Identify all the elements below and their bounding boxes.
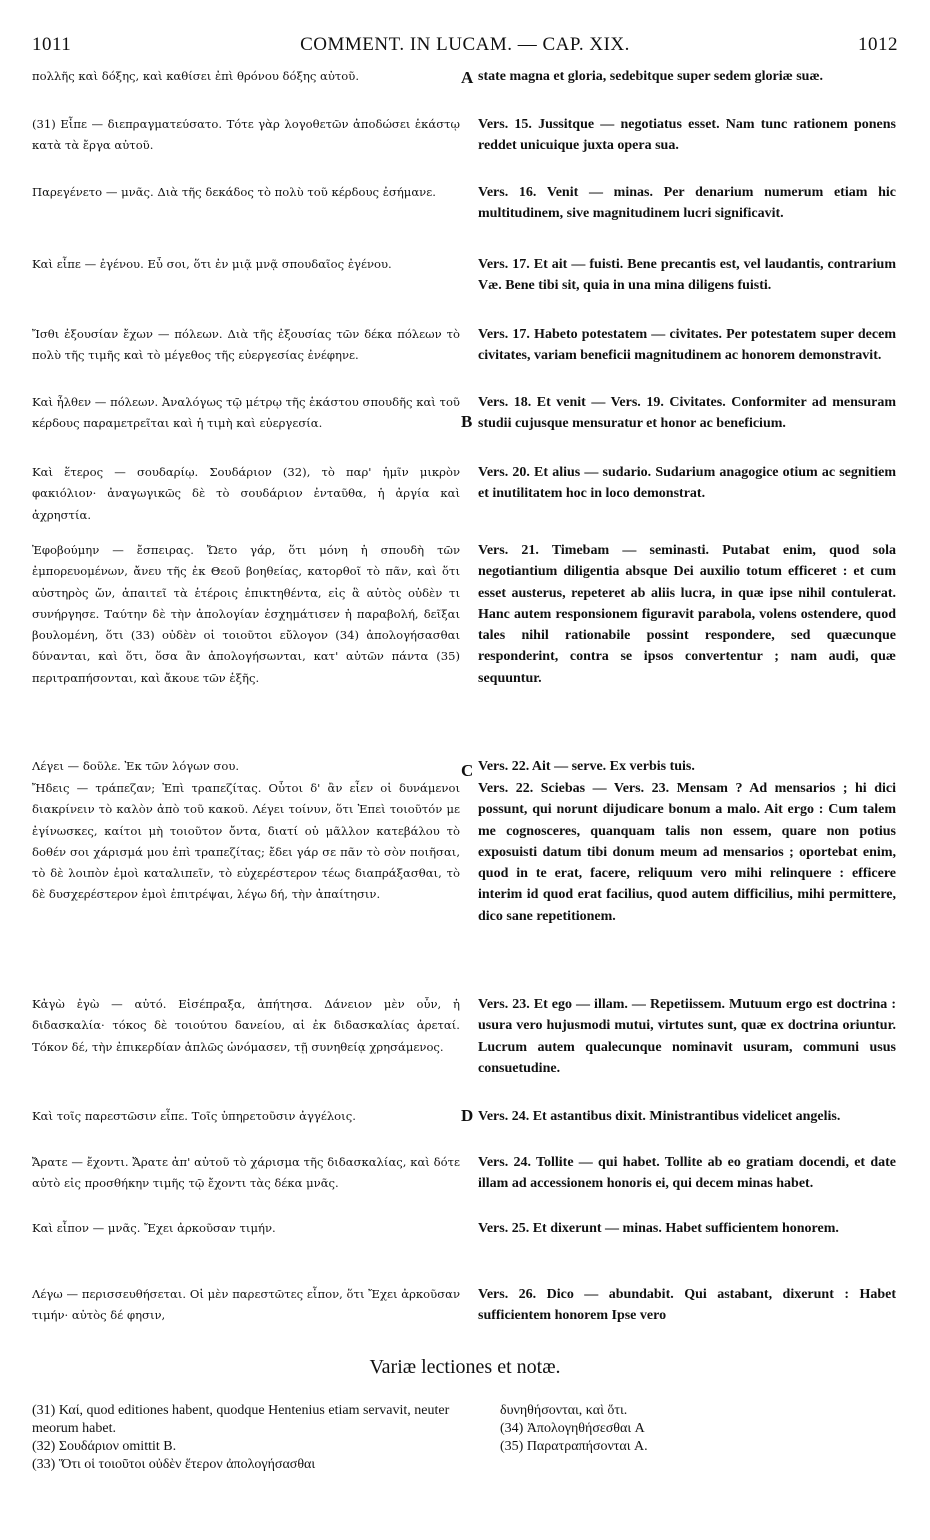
- running-title: COMMENT. IN LUCAM. — CAP. XIX.: [300, 34, 630, 55]
- latin-para: Vers. 20. Et alius — sudario. Sudarium anagogice otium ac segnitiem et inutilitatem hoc in loco demonstrat.: [478, 465, 896, 502]
- latin-para: Vers. 17. Et ait — fuisti. Bene precantis est, vel laudantis, contrarium Væ. Bene tibi sit, quia in una mina diligens fuisti.: [478, 257, 896, 294]
- greek-para: Καὶ εἶπε — ἐγένου. Εὖ σοι, ὅτι ἐν μιᾷ μνᾷ σπουδαῖος ἐγένου.: [32, 257, 392, 271]
- latin-para: Vers. 16. Venit — minas. Per denarium numerum etiam hic multitudinem, sive magnitudinem lucri significavit.: [478, 185, 896, 222]
- greek-para: Λέγω — περισσευθήσεται. Οἱ μὲν παρεστῶτες εἶπον, ὅτι Ἔχει ἀρκοῦσαν τιμήν· αὐτὸς δέ φησιν,: [32, 1287, 460, 1323]
- note-item: (31) Καί, quod editiones habent, quodque Hentenius etiam servavit, neuter meorum habet.: [32, 1403, 450, 1436]
- latin-para: Vers. 22. Sciebas — Vers. 23. Mensam ? Ad mensarios ; hi dici possunt, qui norunt dijudicare bonum a malo. Ait ergo : Cum talem me cognosceres, quanquam talis non essem, quare non potius exposuisti datum tibi donum meum ad mensarios ; oportebat enim, quod in te erat, facere, reliquum vero mihi relinquere : efficere interim id quod erat facilius, quod autem difficilius, mihi permittere, dico sane repetitionem.: [478, 781, 896, 924]
- note-item: (33) Ὅτι οἱ τοιοῦτοι οὐδὲν ἕτερον ἀπολογήσασθαι: [32, 1457, 316, 1472]
- note-item: (34) Ἀπολογηθήσεσθαι A: [500, 1421, 645, 1436]
- notes-left: [32, 1402, 460, 1474]
- note-item: (32) Σουδάριον omittit B.: [32, 1439, 177, 1454]
- margin-letter-c: C: [461, 761, 474, 780]
- page-number-left: 1011: [32, 34, 72, 55]
- margin-letter-a: A: [461, 68, 474, 87]
- latin-para: Vers. 17. Habeto potestatem — civitates. Per potestatem super decem civitates, variam beneficii magnitudinem ac honorem demonstravit.: [478, 327, 896, 364]
- latin-para: Vers. 26. Dico — abundabit. Qui astabant, dixerunt : Habet sufficientem honorem Ipse vero: [478, 1287, 896, 1324]
- greek-para: Ἴσθι ἐξουσίαν ἔχων — πόλεων. Διὰ τῆς ἐξουσίας τῶν δέκα πόλεων τὸ πολὺ τῆς τιμῆς καὶ τὸ μέγεθος τῆς εὐεργεσίας ἐνέφηνε.: [32, 327, 460, 363]
- greek-para: Κἀγὼ ἐγὼ — αὐτό. Εἰσέπραξα, ἀπήτησα. Δάνειον μὲν οὖν, ἡ διδασκαλία· τόκος δὲ τοιούτου δανείου, αἱ ἐκ διδασκαλίας ἀρεταί. Τόκον δέ, τὴν ἐπικερδίαν ἁπλῶς ὠνόμασεν, τῇ συνηθείᾳ χρησάμενος.: [32, 997, 460, 1054]
- greek-para: Ἄρατε — ἔχοντι. Ἄρατε ἀπ' αὐτοῦ τὸ χάρισμα τῆς διδασκαλίας, καὶ δότε αὐτὸ εἰς προσθήκην τιμῆς τῷ ἔχοντι τὰς δέκα μνᾶς.: [32, 1155, 460, 1191]
- latin-para: Vers. 18. Et venit — Vers. 19. Civitates. Conformiter ad mensuram studii cujusque mensuratur et honor ac beneficium.: [478, 395, 896, 432]
- greek-para: Καὶ τοῖς παρεστῶσιν εἶπε. Τοῖς ὑπηρετοῦσιν ἀγγέλοις.: [32, 1109, 356, 1123]
- latin-para: state magna et gloria, sedebitque super sedem gloriæ suæ.: [478, 69, 824, 84]
- greek-para: πολλῆς καὶ δόξης, καὶ καθίσει ἐπὶ θρόνου δόξης αὐτοῦ.: [32, 69, 360, 83]
- page-header: [32, 34, 898, 58]
- greek-para: Λέγει — δοῦλε. Ἐκ τῶν λόγων σου.: [32, 759, 240, 773]
- latin-para: Vers. 23. Et ego — illam. — Repetiissem. Mutuum ergo est doctrina : usura vero hujusmodi mutui, virtutes sunt, quæ ex doctrina oriuntur. Lucrum autem qualecunque nominavit usuram, communi usus consuetudine.: [478, 997, 896, 1076]
- margin-letter-d: D: [461, 1106, 474, 1125]
- latin-para: Vers. 24. Tollite — qui habet. Tollite ab eo gratiam docendi, et date illam ad accessionem honoris ei, qui decem minas habet.: [478, 1155, 896, 1192]
- latin-para: Vers. 21. Timebam — seminasti. Putabat enim, quod sola negotiantium diligentia absque Dei auxilio totum efficeret : et cum esset austerus, repeteret ab aliis lucra, in quæ ipse nihil contulerat. Hanc autem responsionem figuravit parabola, volens ostendere, quod tales nihil rationabile possint respondere, sed quæcunque responderint, contra se ipsos convertentur ; nam audi, quæ sequuntur.: [478, 543, 896, 686]
- greek-para: Ἤδεις — τράπεζαν; Ἐπὶ τραπεζίτας. Οὗτοι δ' ἂν εἶεν οἱ δυνάμενοι διακρίνειν τὸ καλὸν ἀπὸ τοῦ κακοῦ. Λέγει τοίνυν, ὅτι Ἐπεὶ τοιοῦτόν με ἐγίνωσκες, καίτοι μὴ τοιοῦτον ὄντα, διατί οὐ μᾶλλον κατεβάλου τὸ δοθέν σοι χάρισμά μου ἐπὶ τραπεζίτας; ἔδει γάρ σε πᾶν τὸ σὸν ποιῆσαι, τὸ δὲ λοιπὸν ἐμοὶ καταλιπεῖν, τὸ εὐχερέστερον τέως διαπράξασθαι, τὸ δὲ δυσχερέστερον ἐμοὶ ἐπιτρέψαι, λέγω δή, τὴν ἀπαίτησιν.: [32, 781, 460, 902]
- greek-para: Καὶ εἶπον — μνᾶς. Ἔχει ἀρκοῦσαν τιμήν.: [32, 1221, 276, 1235]
- latin-para: Vers. 15. Jussitque — negotiatus esset. Nam tunc rationem ponens reddet unicuique juxta opera sua.: [478, 117, 896, 154]
- latin-para: Vers. 22. Ait — serve. Ex verbis tuis.: [478, 759, 695, 774]
- greek-para: Παρεγένετο — μνᾶς. Διὰ τῆς δεκάδος τὸ πολὺ τοῦ κέρδους ἐσήμανε.: [32, 185, 436, 199]
- page-number-right: 1012: [858, 34, 898, 55]
- notes-right: [500, 1402, 900, 1456]
- note-item: δυνηθήσονται, καὶ ὅτι.: [500, 1403, 628, 1418]
- greek-para: (31) Εἶπε — διεπραγματεύσατο. Τότε γὰρ λογοθετῶν ἀποδώσει ἑκάστῳ κατὰ τὰ ἔργα αὐτοῦ.: [32, 117, 460, 153]
- note-item: (35) Παρατραπήσονται A.: [500, 1439, 648, 1454]
- latin-para: Vers. 25. Et dixerunt — minas. Habet sufficientem honorem.: [478, 1221, 839, 1236]
- greek-para: Καὶ ἦλθεν — πόλεων. Ἀναλόγως τῷ μέτρῳ τῆς ἑκάστου σπουδῆς καὶ τοῦ κέρδους παραμετρεῖται καὶ ἡ τιμὴ καὶ εὐεργεσία.: [32, 395, 460, 431]
- latin-para: Vers. 24. Et astantibus dixit. Ministrantibus videlicet angelis.: [478, 1109, 841, 1124]
- greek-para: Ἐφοβούμην — ἔσπειρας. Ὤετο γάρ, ὅτι μόνη ἡ σπουδὴ τῶν ἐμπορευομένων, ἄνευ τῆς ἐκ Θεοῦ βοηθείας, κατορθοῖ τὸ πᾶν, καὶ ὅτι αὐστηρὸς ὤν, ἀπαιτεῖ τὰ ἑτέροις ἐπικτηθέντα, εἰς ἃ αὐτὸς οὐδὲν τι συνήργησε. Ταύτην δὲ τὴν ἀπολογίαν ἐσχημάτισεν ἡ παραβολή, δεῖξαι βουλομένη, ὅτι (33) οὐδὲν οἱ τοιοῦτοι εὔλογον (34) ἀπολογήσασθαι δύνανται, καὶ ὅτι, ὅσα ἂν ἀπολογήσωνται, κατ' αὐτῶν πάντα (35) περιτραπήσονται, καὶ ἄκουε τῶν ἑξῆς.: [32, 543, 460, 685]
- margin-letter-b: B: [461, 412, 473, 431]
- greek-para: Καὶ ἕτερος — σουδαρίῳ. Σουδάριον (32), τὸ παρ' ἡμῖν μικρὸν φακιόλιον· ἀναγωγικῶς δὲ τὸ σουδάριον ἐνταῦθα, ἡ ἀργία καὶ ἀχρηστία.: [32, 465, 460, 522]
- notes-title: Variæ lectiones et notæ.: [369, 1356, 561, 1378]
